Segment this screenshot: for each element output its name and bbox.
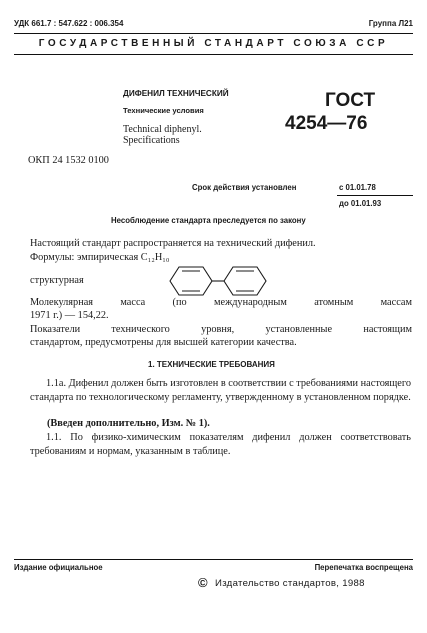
biphenyl-structure (164, 263, 274, 299)
gost-number: 4254—76 (285, 113, 368, 134)
copyright-symbol: © (198, 575, 208, 590)
gost-label: ГОСТ (325, 90, 376, 111)
edition-official: Издание официальное (14, 563, 103, 572)
validity-to: до 01.01.93 (339, 199, 382, 208)
section-heading: 1. ТЕХНИЧЕСКИЕ ТРЕБОВАНИЯ (148, 360, 275, 369)
standard-banner: ГОСУДАРСТВЕННЫЙ СТАНДАРТ СОЮЗА ССР (38, 38, 389, 49)
reprint-prohibited: Перепечатка воспрещена (314, 563, 413, 572)
quality-indicators-line1: Показатели технического уровня, установленные настоящим (30, 324, 412, 335)
header-rule-bottom (14, 54, 413, 55)
document-subtitle: Технические условия (123, 106, 204, 115)
paragraph-1-1: 1.1. По физико-химическим показателям дифенил должен соответствовать требованиям и нормам, указанным в таблице. (30, 432, 411, 457)
amendment-note: (Введен дополнительно, Изм. № 1). (47, 418, 210, 429)
group-code: Группа Л21 (368, 19, 413, 28)
molecular-mass-line1: Молекулярная масса (по международным атомным массам (30, 297, 412, 308)
quality-indicators-line2: стандартом, предусмотрены для высшей категории качества. (30, 337, 297, 348)
legal-notice: Несоблюдение стандарта преследуется по закону (111, 216, 306, 225)
intro-scope: Настоящий стандарт распространяется на технический дифенил. (30, 238, 316, 249)
okp-code: ОКП 24 1532 0100 (28, 155, 109, 166)
validity-separator (337, 195, 413, 196)
validity-from: с 01.01.78 (339, 183, 376, 192)
intro-formula: Формулы: эмпирическая C₁₂H₁₀ (30, 252, 170, 263)
molecular-mass-line2: 1971 г.) — 154,22. (30, 310, 109, 321)
english-title-line1: Technical diphenyl. (123, 124, 202, 135)
document-title: ДИФЕНИЛ ТЕХНИЧЕСКИЙ (123, 89, 229, 98)
paragraph-1-1a: 1.1а. Дифенил должен быть изготовлен в соответствии с требованиями настоящего стандарта по технологическому регламенту, утвержденному в установленном порядке. (30, 378, 411, 403)
header-rule-top (14, 33, 413, 34)
footer-rule (14, 559, 413, 560)
publisher-line: Издательство стандартов, 1988 (215, 578, 365, 589)
structural-label: структурная (30, 275, 84, 286)
validity-label: Срок действия установлен (192, 183, 297, 192)
english-title-line2: Specifications (123, 135, 180, 146)
udk-code: УДК 661.7 : 547.622 : 006.354 (14, 19, 124, 28)
